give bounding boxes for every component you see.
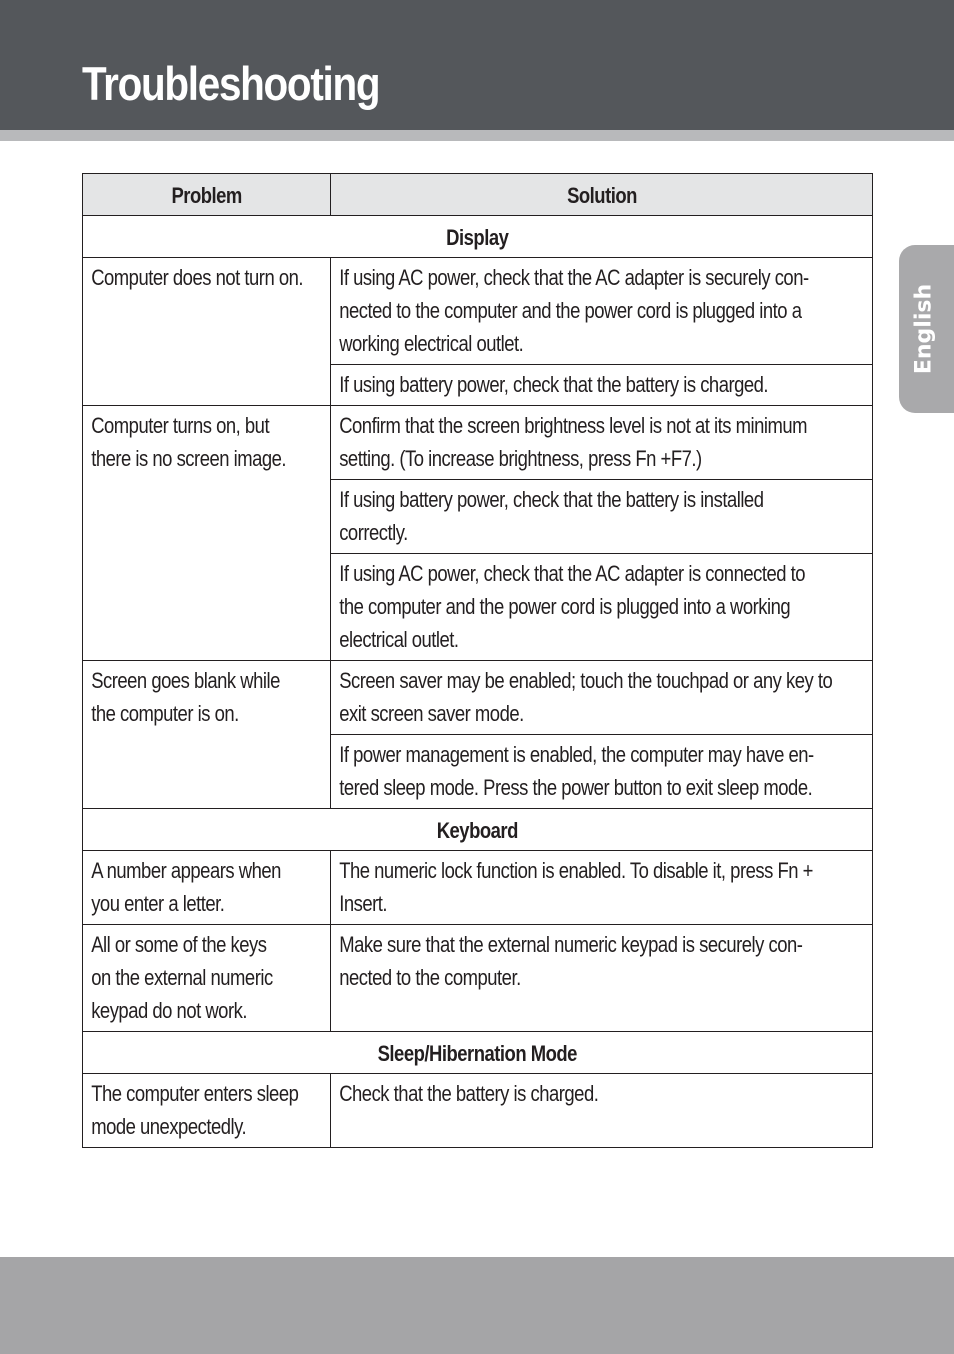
section-row-sleep-hibernation	[83, 1032, 873, 1074]
footer-band	[0, 1257, 954, 1354]
header-problem: Problem	[83, 174, 331, 216]
solution-cell: Confirm that the screen brightness level is not at its minimum setting. (To increase brightness, press Fn +F7.)	[331, 406, 873, 480]
table-row	[83, 925, 873, 1032]
problem-cell: A number appears when you enter a letter.	[83, 851, 331, 925]
section-heading: Sleep/Hibernation Mode	[83, 1032, 873, 1074]
table-header-row	[83, 174, 873, 216]
section-row-display	[83, 216, 873, 258]
solution-cell: If using battery power, check that the battery is charged.	[331, 365, 873, 406]
solution-cell: If using AC power, check that the AC adapter is connected to the computer and the power cord is plugged into a working electrical outlet.	[331, 554, 873, 661]
header-stripe	[0, 130, 954, 141]
solution-cell: The numeric lock function is enabled. To disable it, press Fn + Insert.	[331, 851, 873, 925]
problem-cell: All or some of the keys on the external numeric keypad do not work.	[83, 925, 331, 1032]
language-tab-label: English	[911, 283, 937, 375]
problem-cell: The computer enters sleep mode unexpectedly.	[83, 1074, 331, 1148]
table-row	[83, 661, 873, 735]
section-heading: Display	[83, 216, 873, 258]
page-title: Troubleshooting	[82, 57, 380, 110]
solution-cell: Check that the battery is charged.	[331, 1074, 873, 1148]
solution-cell: If using AC power, check that the AC adapter is securely con- nected to the computer and the power cord is plugged into a working electrical outlet.	[331, 258, 873, 365]
problem-cell: Screen goes blank while the computer is on.	[83, 661, 331, 809]
header-solution: Solution	[331, 174, 873, 216]
section-row-keyboard	[83, 809, 873, 851]
problem-cell: Computer turns on, but there is no screen image.	[83, 406, 331, 661]
solution-cell: If power management is enabled, the computer may have en- tered sleep mode. Press the power button to exit sleep mode.	[331, 735, 873, 809]
table-row	[83, 406, 873, 480]
problem-cell: Computer does not turn on.	[83, 258, 331, 406]
solution-cell: Make sure that the external numeric keypad is securely con- nected to the computer.	[331, 925, 873, 1032]
section-heading: Keyboard	[83, 809, 873, 851]
language-tab[interactable]	[899, 245, 954, 413]
table-row	[83, 1074, 873, 1148]
table-row	[83, 258, 873, 365]
solution-cell: Screen saver may be enabled; touch the touchpad or any key to exit screen saver mode.	[331, 661, 873, 735]
troubleshooting-table	[82, 173, 873, 1148]
table-row	[83, 851, 873, 925]
solution-cell: If using battery power, check that the battery is installed correctly.	[331, 480, 873, 554]
